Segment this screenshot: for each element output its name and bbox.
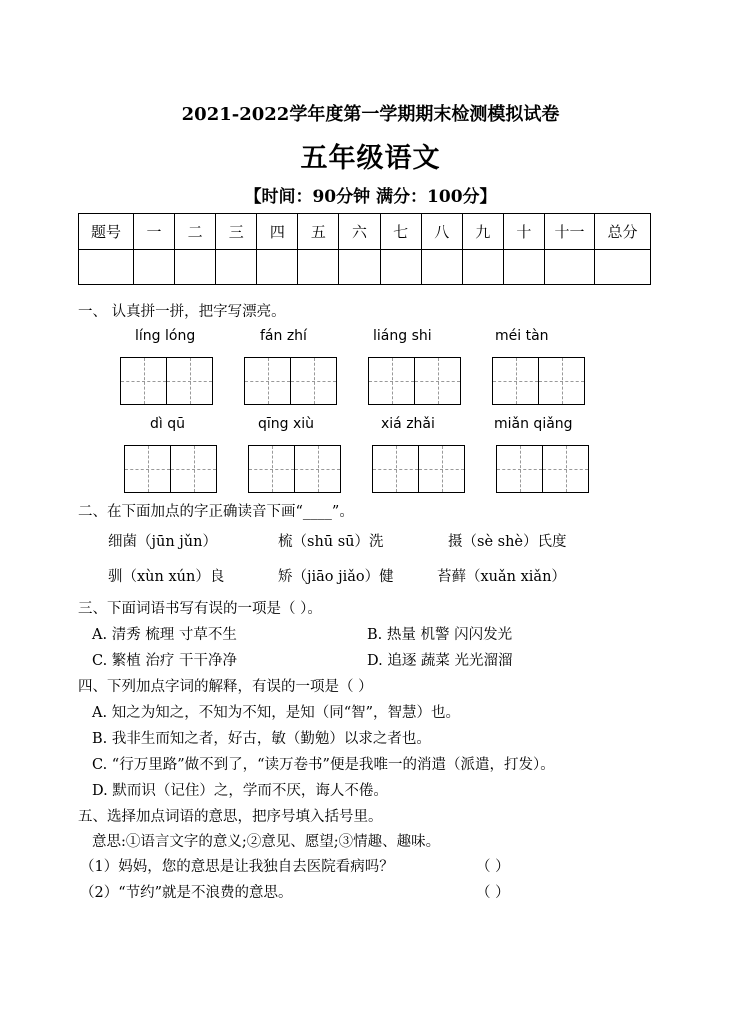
score-cell[interactable]: [545, 249, 595, 285]
score-header-cell: 题号: [79, 214, 134, 250]
writing-grid[interactable]: [124, 445, 217, 493]
score-cell[interactable]: [462, 249, 503, 285]
score-cell[interactable]: [503, 249, 544, 285]
score-cell[interactable]: [216, 249, 257, 285]
answer-bracket[interactable]: （ ）: [476, 885, 510, 901]
writing-grid[interactable]: [492, 357, 585, 405]
score-cell[interactable]: [79, 249, 134, 285]
score-header-cell: 七: [380, 214, 421, 250]
pinyin-label: dì qū: [150, 416, 185, 432]
pronunciation-item: 摄（sè shè）氏度: [448, 534, 567, 550]
pinyin-label: xiá zhǎi: [381, 416, 435, 432]
pronunciation-item: 梳（shū sū）洗: [278, 534, 384, 550]
pinyin-label: miǎn qiǎng: [494, 416, 573, 432]
score-cell[interactable]: [380, 249, 421, 285]
option-d: D. 追逐 蔬菜 光光溜溜: [367, 653, 513, 669]
pinyin-label: líng lóng: [135, 328, 196, 344]
score-table-header-row: [79, 214, 651, 250]
pronunciation-item: 细菌（jūn jǔn）: [108, 534, 217, 550]
question-2: （2）“节约”就是不浪费的意思。: [80, 885, 293, 901]
writing-grid[interactable]: [244, 357, 337, 405]
score-cell[interactable]: [175, 249, 216, 285]
writing-grid[interactable]: [372, 445, 465, 493]
answer-bracket[interactable]: （ ）: [476, 859, 510, 875]
writing-grid[interactable]: [368, 357, 461, 405]
section-2-title: 二、在下面加点的字正确读音下画“____”。: [78, 504, 354, 520]
pinyin-label: fán zhí: [260, 328, 307, 344]
score-header-cell: 三: [216, 214, 257, 250]
score-cell[interactable]: [298, 249, 339, 285]
score-header-cell: 总分: [595, 214, 651, 250]
score-cell[interactable]: [134, 249, 175, 285]
score-cell[interactable]: [339, 249, 380, 285]
score-table: [78, 213, 651, 285]
score-header-cell: 一: [134, 214, 175, 250]
option-c: C. “行万里路”做不到了，“读万卷书”便是我唯一的消遣（派遣，打发）。: [92, 757, 555, 773]
writing-grid[interactable]: [248, 445, 341, 493]
score-header-cell: 九: [462, 214, 503, 250]
option-d: D. 默而识（记住）之，学而不厌，诲人不倦。: [92, 783, 388, 799]
score-header-cell: 十: [503, 214, 544, 250]
exam-info: 【时间：90分钟 满分：100分】: [244, 187, 497, 207]
option-b: B. 我非生而知之者，好古，敏（勤勉）以求之者也。: [92, 731, 431, 747]
score-cell[interactable]: [421, 249, 462, 285]
option-a: A. 清秀 梳理 寸草不生: [92, 627, 237, 643]
pinyin-label: méi tàn: [495, 328, 549, 344]
writing-grid[interactable]: [496, 445, 589, 493]
score-table-blank-row: [79, 249, 651, 285]
score-header-cell: 十一: [545, 214, 595, 250]
option-b: B. 热量 机警 闪闪发光: [367, 627, 513, 643]
section-1-title: 一、 认真拼一拼，把字写漂亮。: [78, 304, 286, 320]
exam-title: 2021-2022学年度第一学期期末检测模拟试卷: [181, 104, 560, 125]
pinyin-label: liáng shi: [373, 328, 432, 344]
option-a: A. 知之为知之，不知为不知，是知（同“智”，智慧）也。: [92, 705, 461, 721]
pronunciation-item: 矫（jiāo jiǎo）健: [278, 569, 394, 585]
score-cell[interactable]: [595, 249, 651, 285]
score-header-cell: 五: [298, 214, 339, 250]
pronunciation-item: 驯（xùn xún）良: [108, 569, 225, 585]
section-3-title: 三、下面词语书写有误的一项是（ ）。: [78, 601, 322, 617]
writing-grid[interactable]: [120, 357, 213, 405]
meanings-list: 意思:①语言文字的意义;②意见、愿望;③情趣、趣味。: [92, 834, 441, 850]
option-c: C. 繁植 治疗 干干净净: [92, 653, 238, 669]
pronunciation-item: 苔藓（xuǎn xiǎn）: [437, 569, 566, 585]
score-header-cell: 四: [257, 214, 298, 250]
subject-title: 五年级语文: [300, 143, 441, 174]
pinyin-label: qīng xiù: [258, 416, 315, 432]
section-4-title: 四、下列加点字词的解释，有误的一项是（ ）: [78, 679, 373, 695]
score-header-cell: 二: [175, 214, 216, 250]
section-5-title: 五、选择加点词语的意思，把序号填入括号里。: [78, 809, 383, 825]
score-header-cell: 六: [339, 214, 380, 250]
score-cell[interactable]: [257, 249, 298, 285]
score-header-cell: 八: [421, 214, 462, 250]
question-1: （1）妈妈，您的意思是让我独自去医院看病吗？: [80, 859, 394, 875]
